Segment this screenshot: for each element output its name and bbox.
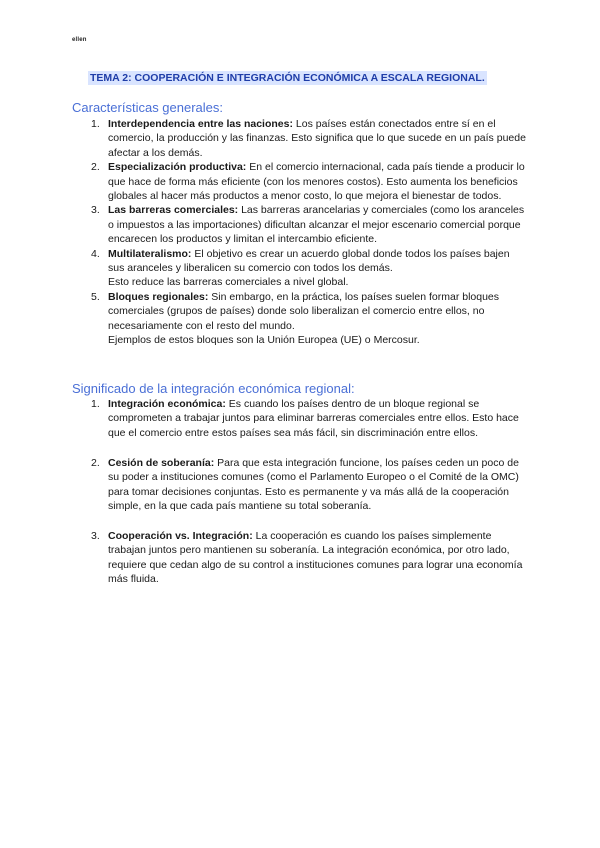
- list-number: 3.: [91, 204, 100, 217]
- list-item: [0, 203, 528, 246]
- item-term: Bloques regionales:: [108, 290, 209, 303]
- item-text: Para que esta integración funcione, los países ceden un poco de su poder a instituciones comunes (como el Parlamento Europeo o el Comité de la OMC) para tomar decisiones conjuntas. Esto es permanente y va más allá de la cooperación simple, en la que cada país mantiene su total soberanía.: [108, 457, 519, 513]
- item-text: La cooperación es cuando los países simplemente trabajan juntos pero mantienen su soberanía. La integración económica, por otro lado, requiere que cedan algo de su control a instituciones comunes para lograr una economía más fluida.: [108, 530, 523, 586]
- page-title: TEMA 2: COOPERACIÓN E INTEGRACIÓN ECONÓMICA A ESCALA REGIONAL.: [90, 72, 485, 84]
- section-heading-meaning: Significado de la integración económica regional:: [72, 381, 355, 396]
- list-number: 5.: [91, 290, 100, 303]
- item-text: Los países están conectados entre sí en el comercio, la producción y las finanzas. Esto significa que lo que sucede en un país puede afectar a los demás.: [108, 118, 526, 159]
- list-number: 3.: [91, 530, 100, 542]
- list-item: [0, 160, 528, 203]
- section-heading-characteristics: Características generales:: [72, 100, 224, 115]
- item-text: El objetivo es crear un acuerdo global donde todos los países bajen sus aranceles y liberalicen su comercio con todos los demás.: [108, 247, 510, 275]
- item-extra-text: Esto reduce las barreras comerciales a nivel global.: [108, 276, 349, 289]
- item-term: Las barreras comerciales:: [108, 204, 239, 217]
- item-term: Integración económica:: [108, 398, 226, 410]
- meaning-list-3: [0, 529, 528, 587]
- meaning-list: [0, 397, 528, 440]
- item-term: Cooperación vs. Integración:: [108, 530, 253, 542]
- item-text: En el comercio internacional, cada país tiende a producir lo que hace de forma más eficiente (con los menores costos). Esto aumenta los beneficios globales al hacer más productos a menor costo, lo que mejora el bienestar de todos.: [108, 161, 525, 203]
- item-term: Multilateralismo:: [108, 247, 192, 260]
- item-term: Cesión de soberanía:: [108, 457, 215, 469]
- list-number: 4.: [91, 247, 100, 260]
- item-text: Las barreras arancelarias y comerciales (como los aranceles o impuestos a las importaciones) dificultan alcanzar el mejor escenario comercial porque encarecen los productos y limitan el intercambio eficiente.: [108, 204, 525, 246]
- item-text: Es cuando los países dentro de un bloque regional se comprometen a trabajar juntos para eliminar barreras comerciales entre ellos. Esto hace que el comercio entre estos países sea más fácil, sin discriminación entre ellos.: [108, 398, 519, 439]
- list-number: 1.: [91, 398, 100, 410]
- list-item: [0, 290, 528, 348]
- list-item: [0, 117, 528, 160]
- list-number: 2.: [91, 161, 100, 174]
- meaning-list-2: [0, 456, 528, 514]
- list-item: [0, 456, 528, 514]
- item-text: Sin embargo, en la práctica, los países suelen formar bloques comerciales (grupos de países) donde solo liberalizan el comercio entre ellos, no necesariamente con el resto del mundo.: [108, 290, 500, 332]
- list-item: [0, 529, 528, 587]
- item-term: Interdependencia entre las naciones:: [108, 118, 293, 130]
- list-number: 1.: [91, 118, 100, 130]
- list-number: 2.: [91, 457, 100, 469]
- item-term: Especialización productiva:: [108, 161, 247, 174]
- list-item: [0, 397, 528, 440]
- list-item: [0, 247, 528, 290]
- header-mark: ellen: [72, 37, 87, 43]
- item-extra-text: Ejemplos de estos bloques son la Unión Europea (UE) o Mercosur.: [108, 334, 420, 347]
- characteristics-list: [0, 117, 528, 348]
